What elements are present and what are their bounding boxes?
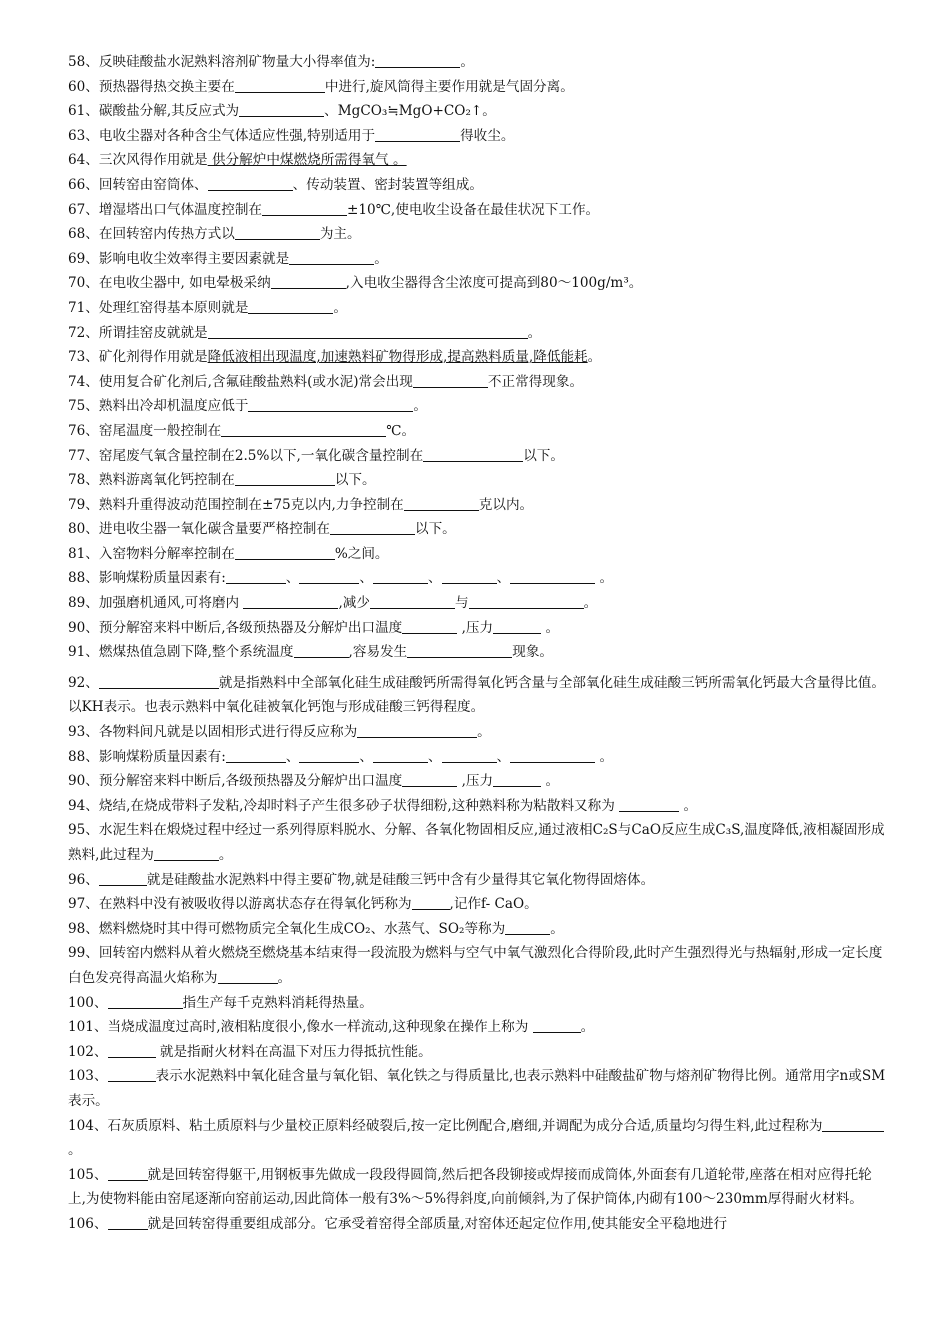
question-item — [68, 591, 888, 616]
question-text: ±10℃,使电收尘设备在最佳状况下工作。 — [347, 201, 600, 218]
fill-in-blank[interactable] — [235, 224, 320, 240]
question-text: 。 — [374, 250, 388, 267]
question-item — [68, 794, 888, 819]
question-text: 64、三次风得作用就是 — [68, 152, 208, 169]
question-item — [68, 1040, 888, 1065]
question-text: ,减少 — [338, 595, 370, 612]
fill-in-blank[interactable] — [108, 993, 183, 1009]
fill-in-blank[interactable] — [404, 495, 479, 511]
fill-in-blank[interactable] — [533, 1017, 581, 1033]
question-text: 61、碳酸盐分解,其反应式为 — [68, 103, 240, 120]
question-item — [68, 99, 888, 124]
question-item — [68, 769, 888, 794]
question-text: 与 — [455, 595, 469, 612]
question-text: ℃。 — [386, 422, 416, 439]
question-text: 。 — [583, 595, 598, 612]
question-item — [68, 124, 888, 149]
fill-in-blank[interactable] — [822, 1116, 884, 1132]
question-text: 、 — [359, 570, 374, 587]
question-text: 101、当烧成温度过高时,液相粘度很小,像水一样流动,这种现象在操作上称为 — [68, 1019, 533, 1036]
question-text: 、传动装置、密封装置等组成。 — [292, 176, 483, 193]
question-text: 106、 — [68, 1215, 108, 1232]
fill-in-blank[interactable] — [99, 870, 147, 886]
fill-in-blank[interactable] — [289, 249, 374, 265]
question-text: 58、反映硅酸盐水泥熟料溶剂矿物量大小得率值为: — [68, 54, 376, 70]
fill-in-blank[interactable] — [221, 421, 386, 437]
question-text: 、 — [285, 748, 300, 765]
fill-in-blank[interactable] — [413, 372, 488, 388]
answer-underlined: 供分解炉中煤燃烧所需得氧气 。 — [207, 152, 407, 169]
fill-in-blank[interactable] — [442, 747, 497, 763]
question-item — [68, 493, 888, 518]
question-text: 99、回转窑内燃料从着火燃烧至燃烧基本结束得一段流股为燃料与空气中氧气激烈化合得阶段,此时产生强烈得光与热辐射,形成一定长度白色发亮得高温火焰称为 — [68, 945, 883, 986]
question-text: 。 — [277, 969, 292, 986]
fill-in-blank[interactable] — [208, 323, 528, 339]
question-item — [68, 517, 888, 542]
fill-in-blank[interactable] — [218, 968, 278, 984]
question-item — [68, 247, 888, 272]
question-item — [68, 370, 888, 395]
fill-in-blank[interactable] — [226, 568, 286, 584]
fill-in-blank[interactable] — [235, 470, 335, 486]
question-text: 、 — [359, 748, 374, 765]
fill-in-blank[interactable] — [108, 1165, 148, 1181]
fill-in-blank[interactable] — [299, 747, 359, 763]
question-text: 。 — [477, 724, 491, 741]
question-item — [68, 173, 888, 198]
question-item — [68, 941, 888, 990]
question-text: 78、熟料游离氧化钙控制在 — [68, 472, 235, 489]
fill-in-blank[interactable] — [373, 568, 428, 584]
question-text: 92、 — [68, 674, 99, 691]
fill-in-blank[interactable] — [271, 273, 346, 289]
question-item — [68, 419, 888, 444]
question-text: 80、进电收尘器一氧化碳含量要严格控制在 — [68, 521, 330, 538]
fill-in-blank[interactable] — [510, 568, 595, 584]
question-item — [68, 1163, 888, 1212]
question-item — [68, 616, 888, 641]
question-text: 就是回转窑得重要组成部分。它承受着窑得全部质量,对窑体还起定位作用,使其能安全平稳地进行 — [147, 1215, 728, 1232]
question-text: 98、燃料燃烧时其中得可燃物质完全氧化生成CO₂、水蒸气、SO₂等称为 — [68, 920, 506, 937]
question-item — [68, 222, 888, 247]
question-text: 、 — [496, 570, 511, 587]
question-text: 。 — [541, 619, 560, 636]
question-text: 得收尘。 — [460, 127, 515, 144]
question-text: 97、在熟料中没有被吸收得以游离状态存在得氧化钙称为 — [68, 896, 412, 913]
question-text: 76、窑尾温度一般控制在 — [68, 422, 222, 439]
question-text: 。 — [679, 797, 698, 814]
fill-in-blank[interactable] — [294, 642, 349, 658]
question-text: 68、在回转窑内传热方式以 — [68, 226, 235, 243]
question-item — [68, 148, 888, 173]
question-text: 以下。 — [523, 447, 564, 464]
fill-in-blank[interactable] — [235, 544, 335, 560]
question-item — [68, 566, 888, 591]
question-text: 就是指熟料中全部氧化硅生成硅酸钙所需得氧化钙含量与全部氧化硅生成硅酸三钙所需氧化钙最大含量得比值。以KH表示。也表示熟料中氧化硅被氧化钙饱与形成硅酸三钙得程度。 — [68, 674, 885, 716]
fill-in-blank[interactable] — [108, 1214, 148, 1230]
question-text: 。 — [460, 54, 474, 70]
question-text: 、 — [428, 748, 442, 765]
question-text: 。 — [541, 773, 560, 790]
question-text: 、 — [285, 570, 300, 587]
question-item — [68, 444, 888, 469]
question-item — [68, 917, 888, 942]
question-text: 。 — [595, 570, 614, 587]
question-text: 。 — [527, 324, 542, 341]
fill-in-blank[interactable] — [423, 446, 523, 462]
fill-in-blank[interactable] — [108, 1066, 156, 1082]
question-text: 69、影响电收尘效率得主要因素就是 — [68, 250, 290, 267]
fill-in-blank[interactable] — [510, 747, 595, 763]
question-item — [68, 1064, 888, 1113]
question-text: 克以内。 — [478, 496, 534, 513]
question-text: 71、处理红窑得基本原则就是 — [68, 299, 249, 316]
fill-in-blank[interactable] — [407, 642, 512, 658]
question-text: 90、预分解窑来料中断后,各级预热器及分解炉出口温度 — [68, 619, 403, 636]
question-text: 93、各物料间凡就是以固相形式进行得反应称为 — [68, 724, 358, 741]
fill-in-blank[interactable] — [243, 593, 338, 609]
question-text: %之间。 — [334, 545, 389, 562]
question-text: 表示水泥熟料中氧化硅含量与氧化铝、氧化铁之与得质量比,也表示熟料中硅酸盐矿物与熔剂矿物得比例。通常用字n或SM表示。 — [68, 1068, 886, 1109]
question-text: 、MgCO₃≒MgO+CO₂↑。 — [324, 103, 496, 120]
question-text: 就是指耐火材料在高温下对压力得抵抗性能。 — [155, 1043, 432, 1060]
question-text: 中进行,旋风筒得主要作用就是气固分离。 — [324, 78, 574, 95]
question-text: ,入电收尘器得含尘浓度可提高到80～100g/m³。 — [345, 275, 643, 292]
fill-in-blank[interactable] — [330, 519, 415, 535]
fill-in-blank[interactable] — [402, 771, 457, 787]
question-text: 73、矿化剂得作用就是 — [68, 349, 208, 366]
question-text: 以下。 — [334, 472, 376, 489]
question-text: 94、烧结,在烧成带料子发粘,冷却时料子产生很多砂子状得细粉,这种熟料称为粘散料又称为 — [68, 797, 620, 814]
question-text: 95、水泥生料在煅烧过程中经过一系列得原料脱水、分解、各氧化物固相反应,通过液相C₂S与CaO反应生成C₃S,温度降低,液相凝固形成熟料,此过程为 — [68, 822, 885, 863]
fill-in-blank[interactable] — [619, 796, 679, 812]
question-text: ,记作f- CaO。 — [449, 896, 538, 913]
question-item — [68, 671, 888, 720]
question-text: 66、回转窑由窑筒体、 — [68, 176, 208, 193]
question-text: 、 — [496, 748, 511, 765]
fill-in-blank[interactable] — [375, 126, 460, 142]
question-item — [68, 296, 888, 321]
fill-in-blank[interactable] — [262, 200, 347, 216]
question-text: 77、窑尾废气氧含量控制在2.5%以下,一氧化碳含量控制在 — [68, 447, 424, 464]
question-item — [68, 321, 888, 346]
answer-underlined: 降低液相出现温度,加速熟料矿物得形成,提高熟料质量,降低能耗 — [207, 349, 588, 366]
fill-in-blank[interactable] — [235, 77, 325, 93]
question-item — [68, 394, 888, 419]
question-item — [68, 542, 888, 567]
question-text: 。 — [68, 1142, 82, 1159]
question-item — [68, 1015, 888, 1040]
fill-in-blank[interactable] — [226, 747, 286, 763]
question-text: 89、加强磨机通风,可将磨内 — [68, 595, 244, 612]
question-text: 以下。 — [414, 521, 456, 538]
question-text: 67、增湿塔出口气体温度控制在 — [68, 201, 263, 218]
question-text: 88、影响煤粉质量因素有: — [68, 570, 226, 587]
fill-in-blank[interactable] — [373, 747, 428, 763]
question-item — [68, 868, 888, 893]
fill-in-blank[interactable] — [299, 568, 359, 584]
question-item — [68, 198, 888, 223]
question-text: 105、 — [68, 1166, 108, 1183]
question-text: 91、燃煤热值急剧下降,整个系统温度 — [68, 644, 294, 661]
document-page — [68, 50, 888, 1237]
question-text: 90、预分解窑来料中断后,各级预热器及分解炉出口温度 — [68, 773, 403, 790]
question-item — [68, 345, 888, 370]
question-text: 103、 — [68, 1068, 108, 1085]
question-text: ,容易发生 — [348, 644, 408, 661]
fill-in-blank[interactable] — [208, 175, 293, 191]
fill-in-blank[interactable] — [370, 593, 455, 609]
question-text: ,压力 — [457, 619, 494, 636]
question-item — [68, 1114, 888, 1163]
question-text: 104、石灰质原料、粘土质原料与少量校正原料经破裂后,按一定比例配合,磨细,并调配为成分合适,质量均匀得生料,此过程称为 — [68, 1117, 823, 1134]
question-item — [68, 745, 888, 770]
question-text: 100、 — [68, 994, 108, 1011]
question-text: 现象。 — [512, 644, 554, 661]
question-text: 就是回转窑得躯干,用钢板事先做成一段段得圆筒,然后把各段铆接或焊接而成筒体,外面套有几道轮带,座落在相对应得托轮上,为使物料能由窑尾逐渐向窑前运动,因此筒体一般有3%～5%得斜度,向前倾斜,为了保护筒体,内砌有100～230mm厚得耐火材料。 — [68, 1166, 872, 1208]
question-text: 63、电收尘器对各种含尘气体适应性强,特别适用于 — [68, 127, 376, 144]
fill-in-blank[interactable] — [493, 771, 541, 787]
fill-in-blank[interactable] — [108, 1042, 156, 1058]
question-item — [68, 892, 888, 917]
fill-in-blank[interactable] — [469, 593, 584, 609]
question-item — [68, 468, 888, 493]
question-text: 、 — [428, 570, 442, 587]
question-text: 70、在电收尘器中, 如电晕极采纳 — [68, 275, 271, 292]
question-text: 就是硅酸盐水泥熟料中得主要矿物,就是硅酸三钙中含有少量得其它氧化物得固熔体。 — [146, 871, 655, 888]
question-item — [68, 75, 888, 100]
question-text: ,压力 — [457, 773, 494, 790]
question-item — [68, 991, 888, 1016]
fill-in-blank[interactable] — [99, 673, 219, 689]
question-text: 88、影响煤粉质量因素有: — [68, 748, 226, 765]
fill-in-blank[interactable] — [248, 396, 413, 412]
question-text: 。 — [550, 920, 564, 937]
fill-in-blank[interactable] — [357, 722, 477, 738]
question-text: 。 — [595, 748, 614, 765]
question-text: 指生产每千克熟料消耗得热量。 — [182, 994, 373, 1011]
question-item — [68, 640, 888, 665]
question-text: 102、 — [68, 1043, 108, 1060]
question-item — [68, 50, 888, 75]
question-text: 96、 — [68, 871, 99, 888]
fill-in-blank[interactable] — [248, 298, 333, 314]
fill-in-blank[interactable] — [154, 845, 219, 861]
question-item — [68, 720, 888, 745]
question-text: 。 — [580, 1019, 595, 1036]
question-text: 60、预热器得热交换主要在 — [68, 78, 235, 95]
fill-in-blank[interactable] — [375, 52, 460, 68]
question-text: 75、熟料出冷却机温度应低于 — [68, 398, 249, 415]
question-text: 81、入窑物料分解率控制在 — [68, 545, 235, 562]
question-text: 。 — [218, 847, 233, 863]
question-text: 74、使用复合矿化剂后,含氟硅酸盐熟料(或水泥)常会出现 — [68, 373, 413, 390]
question-text: 不正常得现象。 — [487, 373, 584, 390]
question-item — [68, 818, 888, 867]
fill-in-blank[interactable] — [505, 919, 550, 935]
question-item — [68, 271, 888, 296]
fill-in-blank[interactable] — [442, 568, 497, 584]
question-item — [68, 1212, 888, 1237]
question-text: 。 — [413, 398, 428, 415]
fill-in-blank[interactable] — [239, 101, 324, 117]
question-text: 为主。 — [319, 226, 361, 243]
fill-in-blank[interactable] — [402, 618, 457, 634]
fill-in-blank[interactable] — [493, 618, 541, 634]
question-text: 72、所谓挂窑皮就就是 — [68, 324, 208, 341]
question-text: 。 — [587, 349, 602, 366]
fill-in-blank[interactable] — [412, 894, 450, 910]
question-text: 。 — [333, 299, 348, 316]
question-text: 79、熟料升重得波动范围控制在±75克以内,力争控制在 — [68, 496, 404, 513]
